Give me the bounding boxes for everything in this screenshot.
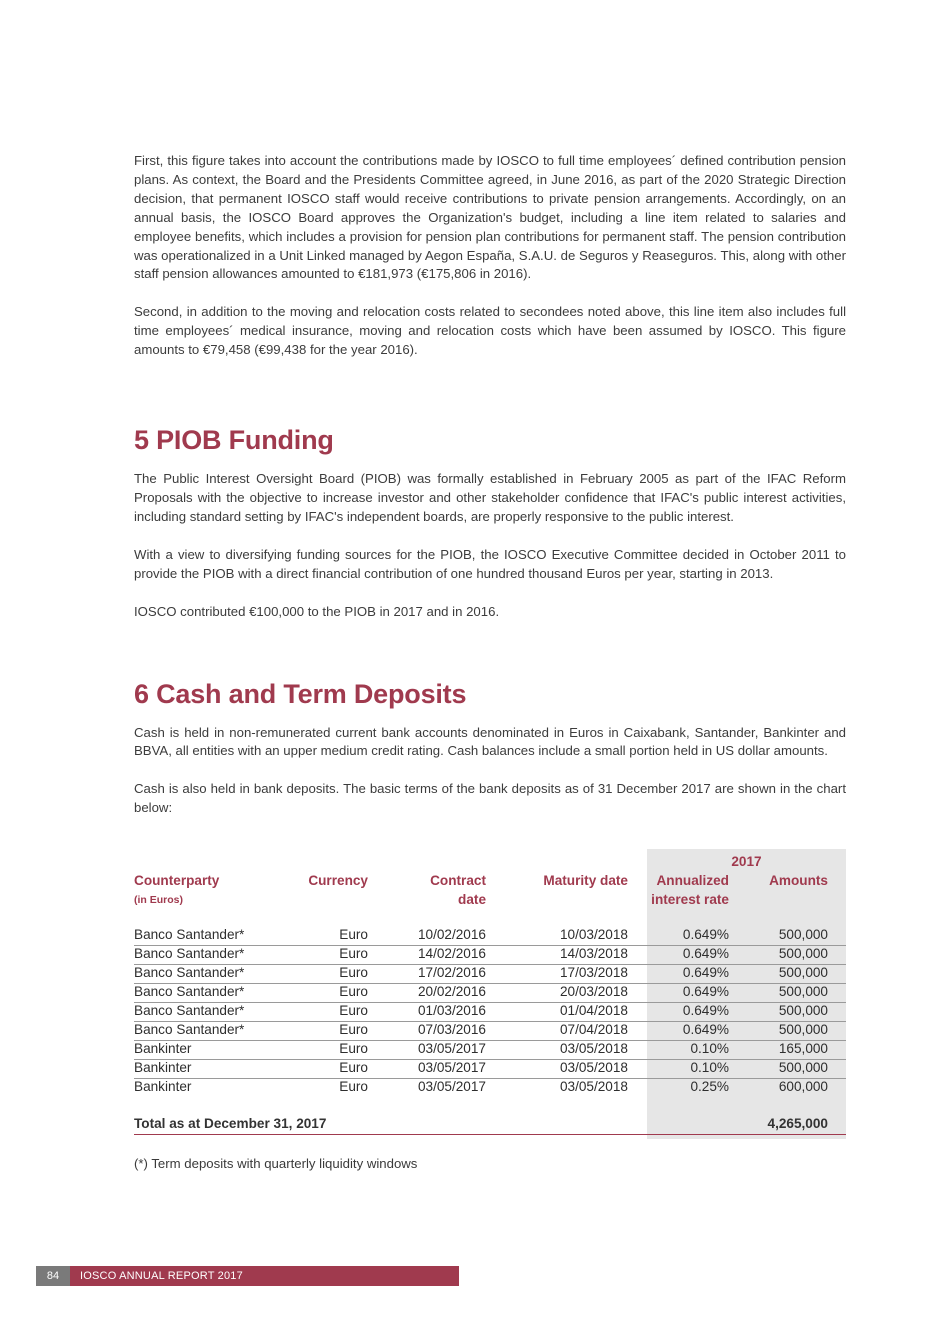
cell-rate: 0.10%	[690, 1060, 729, 1076]
cell-maturity: 20/03/2018	[559, 984, 628, 1000]
cell-counterparty: Banco Santander*	[134, 946, 245, 962]
cell-contract: 10/02/2016	[417, 927, 486, 943]
table-row	[134, 965, 846, 984]
section-5-paragraph-1: The Public Interest Oversight Board (PIOB) was formally established in February 2005 as part of the IFAC Reform Proposals with the objective to increase investor and other stakeholder confidence that IFAC's public interest activities, including standard setting by IFAC's independent boards, are properly responsive to the public interest.	[134, 471, 846, 524]
cell-contract: 20/02/2016	[417, 984, 486, 1000]
section-5-title: 5 PIOB Funding	[134, 425, 334, 456]
cell-amount: 500,000	[778, 1022, 828, 1038]
table-footnote: (*) Term deposits with quarterly liquidity windows	[134, 1156, 418, 1172]
table-year-header: 2017	[731, 854, 762, 870]
total-amount: 4,265,000	[767, 1116, 828, 1132]
cell-contract: 07/03/2016	[417, 1022, 486, 1038]
page-content	[134, 152, 846, 1171]
cell-amount: 500,000	[778, 946, 828, 962]
table-row	[134, 984, 846, 1003]
cell-currency: Euro	[339, 927, 368, 943]
section-5-paragraph-3: IOSCO contributed €100,000 to the PIOB in 2017 and in 2016.	[134, 603, 500, 619]
table-row	[134, 1041, 846, 1060]
cell-currency: Euro	[339, 1003, 368, 1019]
cell-currency: Euro	[339, 984, 368, 1000]
intro-paragraph-1: First, this figure takes into account the contributions made by IOSCO to full time employees´ defined contribution pension plans. As context, the Board and the Presidents Committee agreed, in June 2016, as part of the 2020 Strategic Direction decision, that permanent IOSCO staff would receive contributions to private pension arrangements. Accordingly, on an annual basis, the IOSCO Board approves the Organization's budget, including a line item related to salaries and employee benefits, which includes a provision for pension plan contributions for permanent staff. The pension contribution was operationalized in a Unit Linked managed by Aegon España, S.A.U. de Seguros y Reaseguros. This, along with other staff pension allowances amounted to €181,973 (€175,806 in 2016).	[134, 153, 846, 282]
table-row	[134, 927, 846, 946]
cell-contract: 14/02/2016	[417, 946, 486, 962]
header-contract-date-line1: Contract	[430, 873, 486, 889]
cell-maturity: 03/05/2018	[559, 1060, 628, 1076]
cell-contract: 17/02/2016	[417, 965, 486, 981]
cell-currency: Euro	[339, 1022, 368, 1038]
cell-contract: 03/05/2017	[417, 1041, 486, 1057]
header-currency: Currency	[308, 873, 368, 889]
cell-counterparty: Banco Santander*	[134, 1022, 245, 1038]
table-row	[134, 1022, 846, 1041]
cell-maturity: 17/03/2018	[559, 965, 628, 981]
table-row	[134, 1060, 846, 1079]
cell-currency: Euro	[339, 1079, 368, 1095]
cell-amount: 500,000	[778, 965, 828, 981]
table-row	[134, 1003, 846, 1022]
cell-rate: 0.649%	[682, 965, 729, 981]
cell-rate: 0.649%	[682, 1003, 729, 1019]
cell-amount: 500,000	[778, 1003, 828, 1019]
cell-currency: Euro	[339, 965, 368, 981]
cell-counterparty: Bankinter	[134, 1060, 192, 1076]
cell-currency: Euro	[339, 946, 368, 962]
total-label: Total as at December 31, 2017	[134, 1116, 327, 1132]
cell-currency: Euro	[339, 1060, 368, 1076]
section-6-title: 6 Cash and Term Deposits	[134, 678, 467, 709]
cell-maturity: 14/03/2018	[559, 946, 628, 962]
table-total-row	[134, 1116, 846, 1135]
cell-maturity: 01/04/2018	[559, 1003, 628, 1019]
table-row	[134, 1079, 846, 1098]
cell-amount: 165,000	[778, 1041, 828, 1057]
header-contract-date-line2: date	[458, 892, 486, 908]
cell-counterparty: Banco Santander*	[134, 965, 245, 981]
header-counterparty-sub: (in Euros)	[134, 894, 183, 907]
cell-counterparty: Banco Santander*	[134, 1003, 245, 1019]
cell-contract: 03/05/2017	[417, 1060, 486, 1076]
cell-rate: 0.649%	[682, 927, 729, 943]
header-rate-line2: interest rate	[651, 892, 729, 908]
section-6-paragraph-1: Cash is held in non-remunerated current bank accounts denominated in Euros in Caixabank, Santander, Bankinter and BBVA, all entities with an upper medium credit rating. Cash balances include a small portion held in US dollar amounts.	[134, 724, 846, 759]
cell-counterparty: Banco Santander*	[134, 927, 245, 943]
deposits-table	[134, 849, 846, 1135]
cell-currency: Euro	[339, 1041, 368, 1057]
header-counterparty: Counterparty	[134, 873, 220, 889]
cell-amount: 600,000	[778, 1079, 828, 1095]
footer-title: IOSCO ANNUAL REPORT 2017	[70, 1266, 459, 1286]
cell-amount: 500,000	[778, 927, 828, 943]
cell-maturity: 07/04/2018	[559, 1022, 628, 1038]
cell-rate: 0.10%	[690, 1041, 729, 1057]
page-footer	[36, 1266, 459, 1286]
cell-contract: 01/03/2016	[417, 1003, 486, 1019]
header-rate-line1: Annualized	[656, 873, 729, 889]
header-amounts: Amounts	[769, 873, 828, 889]
cell-maturity: 03/05/2018	[559, 1079, 628, 1095]
cell-maturity: 10/03/2018	[559, 927, 628, 943]
intro-paragraph-2: Second, in addition to the moving and relocation costs related to secondees noted above, this line item also includes full time employees´ medical insurance, moving and relocation costs which have been assumed by IOSCO. This figure amounts to €79,458 (€99,438 for the year 2016).	[134, 304, 846, 358]
cell-counterparty: Bankinter	[134, 1041, 192, 1057]
cell-counterparty: Bankinter	[134, 1079, 192, 1095]
page-number: 84	[36, 1266, 70, 1286]
cell-rate: 0.25%	[690, 1079, 729, 1095]
section-6-paragraph-2: Cash is also held in bank deposits. The basic terms of the bank deposits as of 31 December 2017 are shown in the chart below:	[134, 781, 846, 816]
table-body	[134, 927, 846, 1098]
section-5-paragraph-2: With a view to diversifying funding sources for the PIOB, the IOSCO Executive Committee decided in October 2011 to provide the PIOB with a direct financial contribution of one hundred thousand Euros per year, starting in 2013.	[134, 546, 846, 581]
table-row	[134, 946, 846, 965]
cell-amount: 500,000	[778, 1060, 828, 1076]
header-maturity-date: Maturity date	[543, 873, 628, 889]
cell-maturity: 03/05/2018	[559, 1041, 628, 1057]
cell-rate: 0.649%	[682, 946, 729, 962]
cell-amount: 500,000	[778, 984, 828, 1000]
cell-rate: 0.649%	[682, 1022, 729, 1038]
cell-rate: 0.649%	[682, 984, 729, 1000]
cell-contract: 03/05/2017	[417, 1079, 486, 1095]
cell-counterparty: Banco Santander*	[134, 984, 245, 1000]
